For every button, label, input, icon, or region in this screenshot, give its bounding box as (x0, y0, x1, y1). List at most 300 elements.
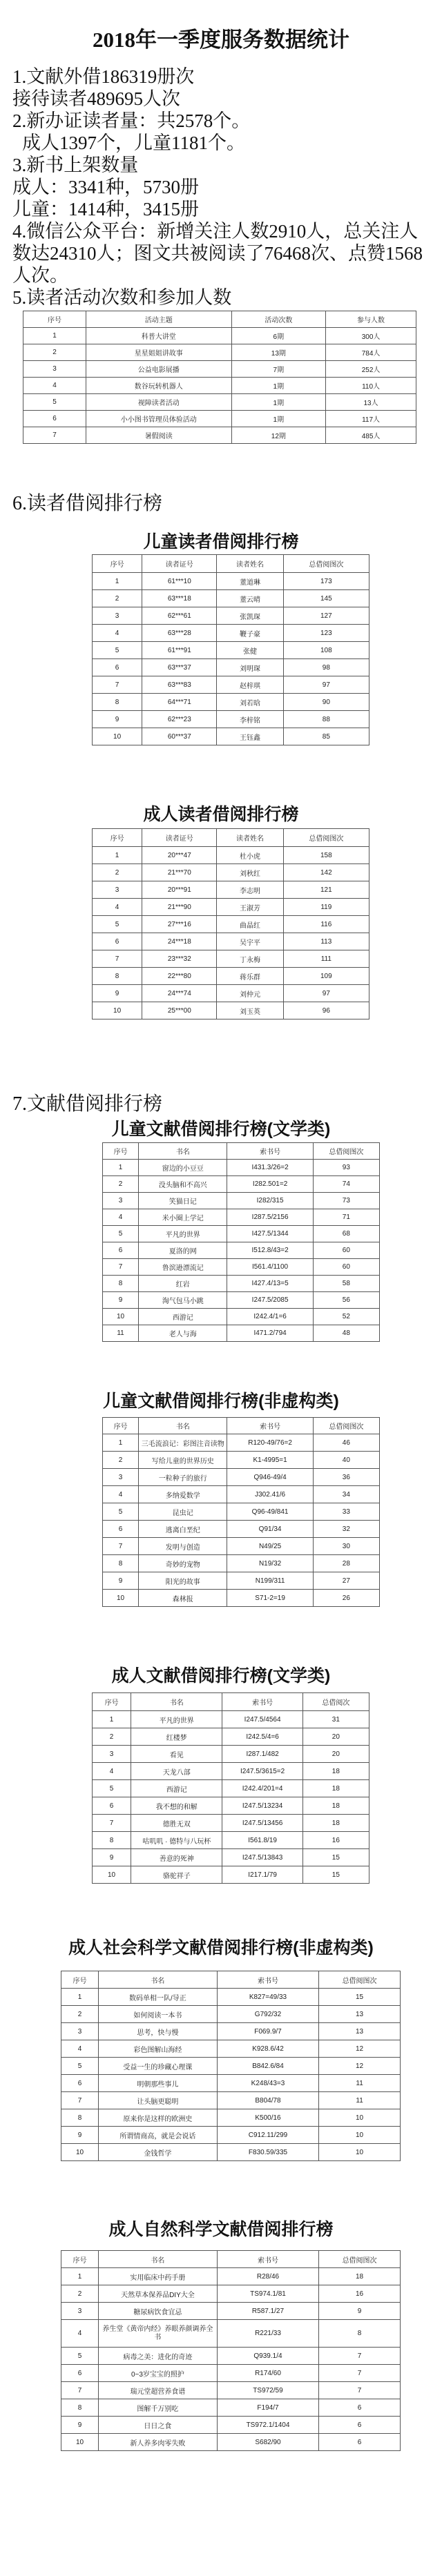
table-header-row (23, 311, 416, 328)
header-cell: 序号 (93, 829, 142, 847)
table-cell: 13人 (326, 394, 416, 411)
table-cell: 明朝那些事儿 (99, 2075, 218, 2092)
table-row (61, 2399, 401, 2417)
table-row (103, 1309, 380, 1325)
table-cell: 数码单相一队/导正 (99, 1989, 218, 2006)
table-cell: B842.6/84 (217, 2058, 318, 2075)
table-row (61, 2006, 401, 2023)
table-row (93, 950, 369, 968)
table-cell: 8 (61, 2399, 99, 2417)
table-row (93, 1711, 369, 1728)
table-cell: 13 (319, 2006, 401, 2023)
table-cell: 32 (313, 1521, 379, 1538)
table-cell: 0~3岁宝宝的照护 (99, 2365, 218, 2382)
table-cell: 平凡的世界 (139, 1226, 227, 1242)
table-cell: 23***32 (142, 950, 217, 968)
table-cell: 骆驼祥子 (131, 1866, 222, 1884)
table-cell: 3 (61, 2023, 99, 2040)
table-cell: 7 (23, 427, 86, 444)
table-cell: 9 (93, 1849, 131, 1866)
table-cell: 11 (103, 1325, 139, 1342)
table-cell: I287.5/2156 (227, 1209, 313, 1226)
table-cell: 116 (283, 916, 369, 933)
table-cell: 21***70 (142, 864, 217, 881)
table-cell: 4 (23, 378, 86, 394)
table-cell: 96 (283, 1002, 369, 1019)
table-cell: 米小圈上学记 (139, 1209, 227, 1226)
table-row (103, 1590, 380, 1607)
table-row (93, 694, 369, 711)
adult-lit-table (92, 1692, 369, 1884)
table-cell: 6 (23, 411, 86, 427)
table-cell: 红楼梦 (131, 1728, 222, 1746)
table-cell: 34 (313, 1486, 379, 1503)
table-cell: 33 (313, 1503, 379, 1521)
table-cell: 27 (313, 1572, 379, 1590)
table-cell: 24***18 (142, 933, 217, 950)
stat-new-books: 3.新书上架数量 (12, 155, 139, 175)
table-row (103, 1193, 380, 1209)
table-cell: 6 (103, 1521, 139, 1538)
table-cell: 7期 (231, 361, 326, 378)
table-cell: F069.9/7 (217, 2023, 318, 2040)
table-cell: 6 (93, 1797, 131, 1815)
table-cell: 实用临床中药手册 (99, 2268, 218, 2285)
table-cell: 善意的死神 (131, 1849, 222, 1866)
table-cell: 8 (103, 1276, 139, 1292)
table-cell: 7 (93, 676, 142, 694)
child-nonfic-title: 儿童文献借阅排行榜(非虚构类) (103, 1392, 339, 1411)
table-cell: 老人与海 (139, 1325, 227, 1342)
table-row (103, 1521, 380, 1538)
adult-social-title: 成人社会科学文献借阅排行榜(非虚构类) (68, 1938, 374, 1958)
table-cell: 4 (103, 1486, 139, 1503)
table-cell: 5 (61, 2348, 99, 2365)
table-cell: 思考，快与慢 (99, 2023, 218, 2040)
header-cell: 书名 (99, 2251, 218, 2268)
table-cell: S682/90 (217, 2434, 318, 2451)
table-cell: 小小图书管理员体验活动 (86, 411, 232, 427)
table-cell: 奇妙的宠物 (139, 1555, 227, 1572)
table-cell: I242.5/4=6 (222, 1728, 302, 1746)
table-cell: I247.5/13234 (222, 1797, 302, 1815)
table-cell: 8 (93, 968, 142, 985)
table-cell: Q91/34 (227, 1521, 313, 1538)
table-cell: 3 (61, 2303, 99, 2320)
table-cell: 让头脑更聪明 (99, 2092, 218, 2109)
table-cell: 60 (313, 1242, 379, 1259)
header-cell: 序号 (93, 555, 142, 573)
header-cell: 读者姓名 (217, 555, 283, 573)
table-cell: 9 (103, 1292, 139, 1309)
table-cell: J302.41/6 (227, 1486, 313, 1503)
table-cell: 2 (103, 1452, 139, 1469)
table-cell: 刘明琛 (217, 659, 283, 676)
table-cell: 10 (93, 1002, 142, 1019)
table-row (93, 659, 369, 676)
table-cell: I512.8/43=2 (227, 1242, 313, 1259)
table-cell: I282.501=2 (227, 1176, 313, 1193)
table-row (23, 328, 416, 344)
table-cell: N19/32 (227, 1555, 313, 1572)
table-cell: 6 (319, 2417, 401, 2434)
table-cell: 10 (319, 2109, 401, 2127)
table-cell: 7 (103, 1538, 139, 1555)
table-cell: 12 (319, 2040, 401, 2058)
header-cell: 索书号 (222, 1693, 302, 1711)
table-cell: 18 (302, 1780, 369, 1797)
table-cell: 红岩 (139, 1276, 227, 1292)
table-cell: 8 (93, 1832, 131, 1849)
table-cell: 6 (93, 933, 142, 950)
table-cell: 252人 (326, 361, 416, 378)
table-cell: 16 (302, 1832, 369, 1849)
table-cell: C912.11/299 (217, 2127, 318, 2144)
table-cell: 我不想的和解 (131, 1797, 222, 1815)
table-row (93, 1866, 369, 1884)
stat-new-books-child: 儿童：1414种，3415册 (12, 199, 199, 219)
table-cell: 10 (93, 728, 142, 745)
table-cell: 刘仲元 (217, 985, 283, 1002)
table-row (61, 2434, 401, 2451)
header-cell: 读者姓名 (217, 829, 283, 847)
stat-circulation: 1.文献外借186319册次 (12, 66, 195, 87)
table-cell: 天龙八部 (131, 1763, 222, 1780)
table-cell: 王钰鑫 (217, 728, 283, 745)
stat-new-books-adult: 成人：3341种，5730册 (12, 177, 199, 197)
table-cell: 7 (319, 2348, 401, 2365)
table-cell: I561.4/1100 (227, 1259, 313, 1276)
table-cell: 15 (302, 1849, 369, 1866)
table-cell: 天然草本保养品DIY大全 (99, 2285, 218, 2303)
table-row (61, 2417, 401, 2434)
table-cell: 日日之食 (99, 2417, 218, 2434)
header-cell: 序号 (23, 311, 86, 328)
table-row (61, 2109, 401, 2127)
header-cell: 总借阅图次 (313, 1143, 379, 1160)
table-cell: Q939.1/4 (217, 2348, 318, 2365)
header-cell: 索书号 (217, 1971, 318, 1989)
table-cell: 德胜无双 (131, 1815, 222, 1832)
table-row (61, 2365, 401, 2382)
table-cell: 9 (93, 985, 142, 1002)
table-cell: I242.4/201=4 (222, 1780, 302, 1797)
table-cell: B804/78 (217, 2092, 318, 2109)
table-cell: 60 (313, 1259, 379, 1276)
header-cell: 读者证号 (142, 555, 217, 573)
table-row (103, 1325, 380, 1342)
table-row (103, 1259, 380, 1276)
child-readers-title: 儿童读者借阅排行榜 (143, 532, 299, 552)
table-cell: 6 (103, 1242, 139, 1259)
table-cell: 暑假阅读 (86, 427, 232, 444)
table-cell: 12 (319, 2058, 401, 2075)
table-cell: 117人 (326, 411, 416, 427)
header-cell: 活动主题 (86, 311, 232, 328)
table-row (93, 899, 369, 916)
table-cell: 彩色图解山海经 (99, 2040, 218, 2058)
header-cell: 总借阅图次 (319, 1971, 401, 1989)
table-cell: I287.1/482 (222, 1746, 302, 1763)
table-row (103, 1242, 380, 1259)
table-cell: 新人养多肉零失败 (99, 2434, 218, 2451)
table-cell: 8 (93, 694, 142, 711)
table-cell: 3 (93, 881, 142, 899)
table-cell: 咕叽叽 · 德特与八玩杯 (131, 1832, 222, 1849)
table-cell: 5 (61, 2058, 99, 2075)
table-cell: 昆虫记 (139, 1503, 227, 1521)
table-cell: 60***37 (142, 728, 217, 745)
table-row (103, 1209, 380, 1226)
table-cell: 63***83 (142, 676, 217, 694)
adult-social-table (61, 1971, 401, 2161)
table-row (23, 427, 416, 444)
table-header-row (103, 1418, 380, 1434)
table-cell: 6 (61, 2365, 99, 2382)
table-cell: 张凯琛 (217, 607, 283, 625)
table-cell: 12期 (231, 427, 326, 444)
table-cell: 18 (319, 2268, 401, 2285)
table-cell: I247.5/2085 (227, 1292, 313, 1309)
table-row (23, 361, 416, 378)
header-cell: 序号 (61, 2251, 99, 2268)
table-cell: 9 (93, 711, 142, 728)
table-cell: 36 (313, 1469, 379, 1486)
table-row (103, 1469, 380, 1486)
table-row (23, 411, 416, 427)
table-cell: 三毛流浪记：彩图注音读物 (139, 1434, 227, 1452)
adult-natural-table (61, 2250, 401, 2451)
child-lit-table (102, 1142, 380, 1342)
table-cell: K1-4995=1 (227, 1452, 313, 1469)
table-row (103, 1538, 380, 1555)
adult-lit-title: 成人文献借阅排行榜(文学类) (111, 1666, 331, 1686)
table-row (93, 728, 369, 745)
table-row (93, 607, 369, 625)
table-cell: 9 (61, 2417, 99, 2434)
table-row (93, 1780, 369, 1797)
table-cell: R174/60 (217, 2365, 318, 2382)
table-cell: 刘秋红 (217, 864, 283, 881)
table-cell: 3 (103, 1193, 139, 1209)
table-cell: 74 (313, 1176, 379, 1193)
table-cell: 2 (93, 1728, 131, 1746)
table-cell: I247.5/13456 (222, 1815, 302, 1832)
table-cell: 李志明 (217, 881, 283, 899)
table-cell: K928.6/42 (217, 2040, 318, 2058)
adult-readers-table (92, 828, 369, 1019)
table-row (23, 344, 416, 361)
table-row (93, 1002, 369, 1019)
header-cell: 书名 (139, 1418, 227, 1434)
table-cell: 张健 (217, 642, 283, 659)
table-cell: 20***91 (142, 881, 217, 899)
table-cell: 98 (283, 659, 369, 676)
table-header-row (93, 1693, 369, 1711)
table-cell: 63***18 (142, 590, 217, 607)
table-cell: 173 (283, 573, 369, 590)
stat-new-cards: 2.新办证读者量：共2578个。 (12, 110, 251, 131)
header-cell: 读者证号 (142, 829, 217, 847)
table-cell: 15 (319, 1989, 401, 2006)
table-cell: 刘玉英 (217, 1002, 283, 1019)
table-cell: K827=49/33 (217, 1989, 318, 2006)
table-cell: 6 (319, 2434, 401, 2451)
header-cell: 序号 (61, 1971, 99, 1989)
header-cell: 活动次数 (231, 311, 326, 328)
table-cell: Q946-49/4 (227, 1469, 313, 1486)
table-cell: 7 (319, 2365, 401, 2382)
table-cell: 10 (103, 1309, 139, 1325)
table-cell: 7 (61, 2092, 99, 2109)
table-cell: 40 (313, 1452, 379, 1469)
header-cell: 书名 (99, 1971, 218, 1989)
table-row (61, 2040, 401, 2058)
table-cell: 公益电影展播 (86, 361, 232, 378)
table-cell: 5 (93, 1780, 131, 1797)
table-cell: 13期 (231, 344, 326, 361)
table-row (93, 1728, 369, 1746)
table-cell: 64***71 (142, 694, 217, 711)
table-cell: 星星姐姐讲故事 (86, 344, 232, 361)
child-lit-title: 儿童文献借阅排行榜(文学类) (111, 1120, 331, 1139)
table-cell: 2 (23, 344, 86, 361)
table-cell: 7 (61, 2382, 99, 2399)
table-cell: 85 (283, 728, 369, 745)
table-cell: 董道琳 (217, 573, 283, 590)
table-cell: 18 (302, 1797, 369, 1815)
table-row (61, 2382, 401, 2399)
section-reader-ranking: 6.读者借阅排行榜 (12, 493, 163, 514)
table-cell: TS972.1/1404 (217, 2417, 318, 2434)
table-cell: 吴宇平 (217, 933, 283, 950)
table-cell: 22***80 (142, 968, 217, 985)
table-cell: 1期 (231, 411, 326, 427)
table-row (103, 1572, 380, 1590)
table-header-row (93, 829, 369, 847)
header-cell: 总借阅图次 (283, 829, 369, 847)
table-cell: 90 (283, 694, 369, 711)
table-cell: 5 (103, 1226, 139, 1242)
table-cell: 9 (103, 1572, 139, 1590)
table-cell: 158 (283, 847, 369, 864)
table-cell: 4 (61, 2040, 99, 2058)
table-cell: 24***74 (142, 985, 217, 1002)
table-cell: 平凡的世界 (131, 1711, 222, 1728)
table-row (93, 625, 369, 642)
table-row (61, 2320, 401, 2348)
table-cell: 27***16 (142, 916, 217, 933)
table-cell: 119 (283, 899, 369, 916)
table-cell: 所谓情商高，就是会说话 (99, 2127, 218, 2144)
table-cell: 71 (313, 1209, 379, 1226)
table-cell: 485人 (326, 427, 416, 444)
table-cell: 鞭子豪 (217, 625, 283, 642)
table-cell: 113 (283, 933, 369, 950)
table-cell: 4 (93, 625, 142, 642)
table-header-row (61, 1971, 401, 1989)
table-cell: 笑猫日记 (139, 1193, 227, 1209)
table-cell: 2 (61, 2285, 99, 2303)
stats-summary (12, 66, 434, 309)
header-cell: 索书号 (227, 1418, 313, 1434)
table-cell: 300人 (326, 328, 416, 344)
table-cell: 没头脑和不高兴 (139, 1176, 227, 1193)
table-cell: 110人 (326, 378, 416, 394)
table-cell: 4 (61, 2320, 99, 2348)
table-row (93, 1815, 369, 1832)
table-row (61, 2303, 401, 2320)
table-cell: 88 (283, 711, 369, 728)
table-cell: 阳光的故事 (139, 1572, 227, 1590)
table-cell: I247.5/4564 (222, 1711, 302, 1728)
table-cell: N49/25 (227, 1538, 313, 1555)
table-cell: 写给儿童的世界历史 (139, 1452, 227, 1469)
table-cell: R28/46 (217, 2268, 318, 2285)
table-cell: 图解千万别吃 (99, 2399, 218, 2417)
table-cell: I247.5/3615=2 (222, 1763, 302, 1780)
table-row (103, 1226, 380, 1242)
table-cell: 杜小虎 (217, 847, 283, 864)
table-cell: 10 (319, 2127, 401, 2144)
table-cell: 1 (103, 1160, 139, 1176)
header-cell: 索书号 (217, 2251, 318, 2268)
header-cell: 序号 (103, 1418, 139, 1434)
table-cell: 46 (313, 1434, 379, 1452)
child-readers-table (92, 554, 369, 745)
page-title: 2018年一季度服务数据统计 (93, 28, 349, 52)
table-cell: 20 (302, 1746, 369, 1763)
table-cell: F830.59/335 (217, 2144, 318, 2161)
table-cell: 董云晴 (217, 590, 283, 607)
table-cell: 鲁滨逊漂流记 (139, 1259, 227, 1276)
adult-readers-title: 成人读者借阅排行榜 (143, 805, 299, 824)
table-cell: 1 (93, 847, 142, 864)
table-cell: 淘气包马小跳 (139, 1292, 227, 1309)
table-cell: 3 (103, 1469, 139, 1486)
table-row (93, 1797, 369, 1815)
table-cell: 11 (319, 2092, 401, 2109)
table-row (61, 2268, 401, 2285)
table-cell: 9 (319, 2303, 401, 2320)
table-cell: 看见 (131, 1746, 222, 1763)
table-cell: 丁永梅 (217, 950, 283, 968)
table-cell: 4 (103, 1209, 139, 1226)
table-cell: 1 (23, 328, 86, 344)
header-cell: 总借阅图次 (283, 555, 369, 573)
table-cell: 刘若晗 (217, 694, 283, 711)
table-cell: 97 (283, 676, 369, 694)
table-row (23, 378, 416, 394)
table-cell: 8 (103, 1555, 139, 1572)
table-cell: Q96-49/841 (227, 1503, 313, 1521)
table-cell: I431.3/26=2 (227, 1160, 313, 1176)
table-cell: 7 (93, 1815, 131, 1832)
table-cell: 68 (313, 1226, 379, 1242)
table-row (93, 1832, 369, 1849)
table-row (61, 2348, 401, 2365)
table-cell: 4 (93, 1763, 131, 1780)
table-cell: 73 (313, 1193, 379, 1209)
table-cell: 10 (93, 1866, 131, 1884)
table-cell: 11 (319, 2075, 401, 2092)
table-cell: 61***91 (142, 642, 217, 659)
table-row (93, 1849, 369, 1866)
table-row (61, 2144, 401, 2161)
table-row (61, 2058, 401, 2075)
table-cell: 62***23 (142, 711, 217, 728)
header-cell: 序号 (103, 1143, 139, 1160)
